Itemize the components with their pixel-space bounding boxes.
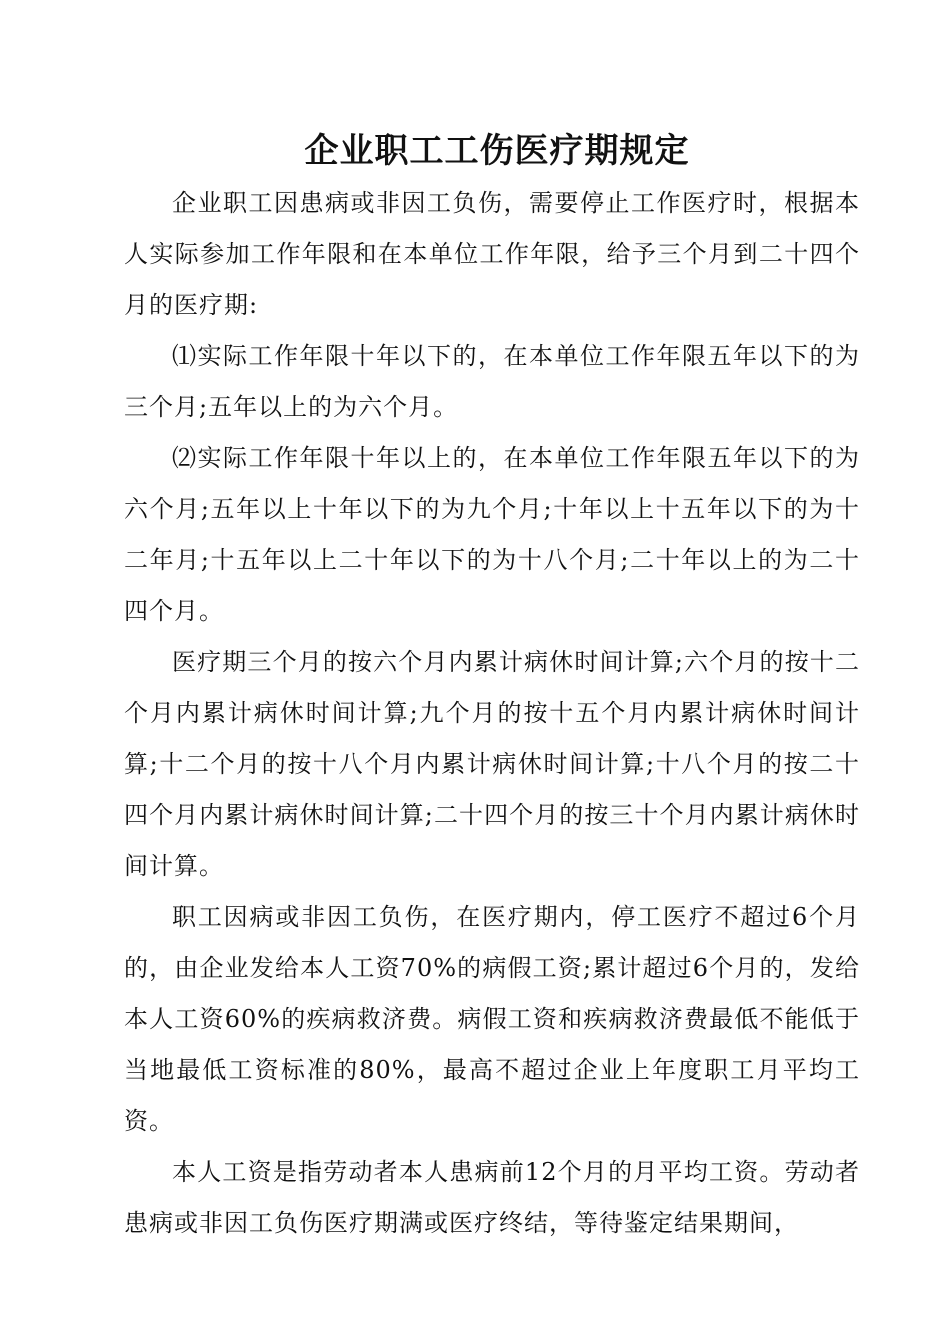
paragraph-sick-leave-calculation: 医疗期三个月的按六个月内累计病休时间计算;六个月的按十二个月内累计病休时间计算;九个月的按十五个月内累计病休时间计算;十二个月的按十八个月内累计病休时间计算;十八个月的按二十四个月内累计病休时间计算;二十四个月的按三十个月内累计病休时间计算。 <box>124 648 860 880</box>
document-title: 企业职工工伤医疗期规定 <box>304 131 690 171</box>
paragraph-rule-2: ⑵实际工作年限十年以上的，在本单位工作年限五年以下的为六个月;五年以上十年以下的为九个月;十年以上十五年以下的为十二年月;十五年以上二十年以下的为十八个月;二十年以上的为二十四个月。 <box>124 444 860 625</box>
document-body <box>124 128 860 1249</box>
paragraph-medical-period-intro: 企业职工因患病或非因工负伤，需要停止工作医疗时，根据本人实际参加工作年限和在本单位工作年限，给予三个月到二十四个月的医疗期: <box>124 189 860 319</box>
paragraph-rule-1: ⑴实际工作年限十年以下的，在本单位工作年限五年以下的为三个月;五年以上的为六个月。 <box>124 342 860 421</box>
paragraph-personal-wage: 本人工资是指劳动者本人患病前12个月的月平均工资。劳动者患病或非因工负伤医疗期满或医疗终结，等待鉴定结果期间， <box>124 1158 860 1237</box>
paragraph-sick-pay: 职工因病或非因工负伤，在医疗期内，停工医疗不超过6个月的，由企业发给本人工资70%的病假工资;累计超过6个月的，发给本人工资60%的疾病救济费。病假工资和疾病救济费最低不能低于当地最低工资标准的80%，最高不超过企业上年度职工月平均工资。 <box>124 903 860 1135</box>
